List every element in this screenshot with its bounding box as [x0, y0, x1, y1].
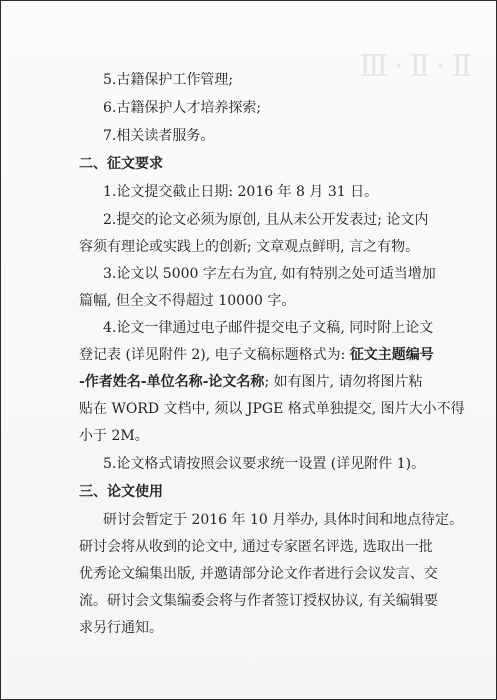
faint-watermark: Ⅲ·Ⅱ·Ⅱ [359, 49, 478, 84]
paragraph-3-line3: 优秀论文编集出版, 并邀请部分论文作者进行会议发言、交 [79, 566, 438, 582]
list-item-7: 7.相关读者服务。 [103, 128, 215, 144]
paragraph-2-4-line3 [79, 373, 423, 391]
paragraph-3-line2: 研讨会将从收到的论文中, 通过专家匿名评选, 选取出一批 [79, 539, 433, 555]
section-3-heading: 三、论文使用 [79, 484, 163, 500]
paragraph-2-1: 1.论文提交截止日期: 2016 年 8 月 31 日。 [103, 184, 379, 200]
paragraph-2-2-line2: 容须有理论或实践上的创新; 文章观点鲜明, 言之有物。 [79, 239, 420, 255]
paragraph-2-3-line2: 篇幅, 但全文不得超过 10000 字。 [79, 293, 296, 309]
title-format-bold-end: -作者姓名-单位名称-论文名称 [79, 374, 265, 390]
section-2-heading: 二、征文要求 [79, 156, 163, 172]
paragraph-2-4-line2-text: 登记表 (详见附件 2), 电子文稿标题格式为: [79, 347, 350, 363]
paragraph-2-4-line4: 贴在 WORD 文档中, 须以 JPGE 格式单独提交, 图片大小不得 [79, 401, 465, 417]
paragraph-2-4-line5: 小于 2M。 [79, 428, 149, 444]
list-item-6: 6.古籍保护人才培养探索; [103, 100, 262, 116]
paragraph-2-2-line1: 2.提交的论文必须为原创, 且从未公开发表过; 论文内 [103, 212, 429, 228]
paragraph-3-line1: 研讨会暂定于 2016 年 10 月举办, 具体时间和地点待定。 [103, 512, 464, 528]
paragraph-2-4-line2 [79, 346, 434, 364]
paragraph-2-5: 5.论文格式请按照会议要求统一设置 (详见附件 1)。 [103, 456, 426, 472]
list-item-5: 5.古籍保护工作管理; [103, 72, 234, 88]
paragraph-2-3-line1: 3.论文以 5000 字左右为宜, 如有特别之处可适当增加 [103, 266, 436, 282]
paragraph-3-line5: 求另行通知。 [79, 620, 163, 636]
paragraph-3-line4: 流。研讨会文集编委会将与作者签订授权协议, 有关编辑要 [79, 593, 438, 609]
paragraph-2-4-line1: 4.论文一律通过电子邮件提交电子文稿, 同时附上论文 [103, 320, 434, 336]
title-format-bold-start: 征文主题编号 [349, 347, 434, 363]
paragraph-2-4-line3-text: ; 如有图片, 请勿将图片粘 [264, 374, 423, 390]
